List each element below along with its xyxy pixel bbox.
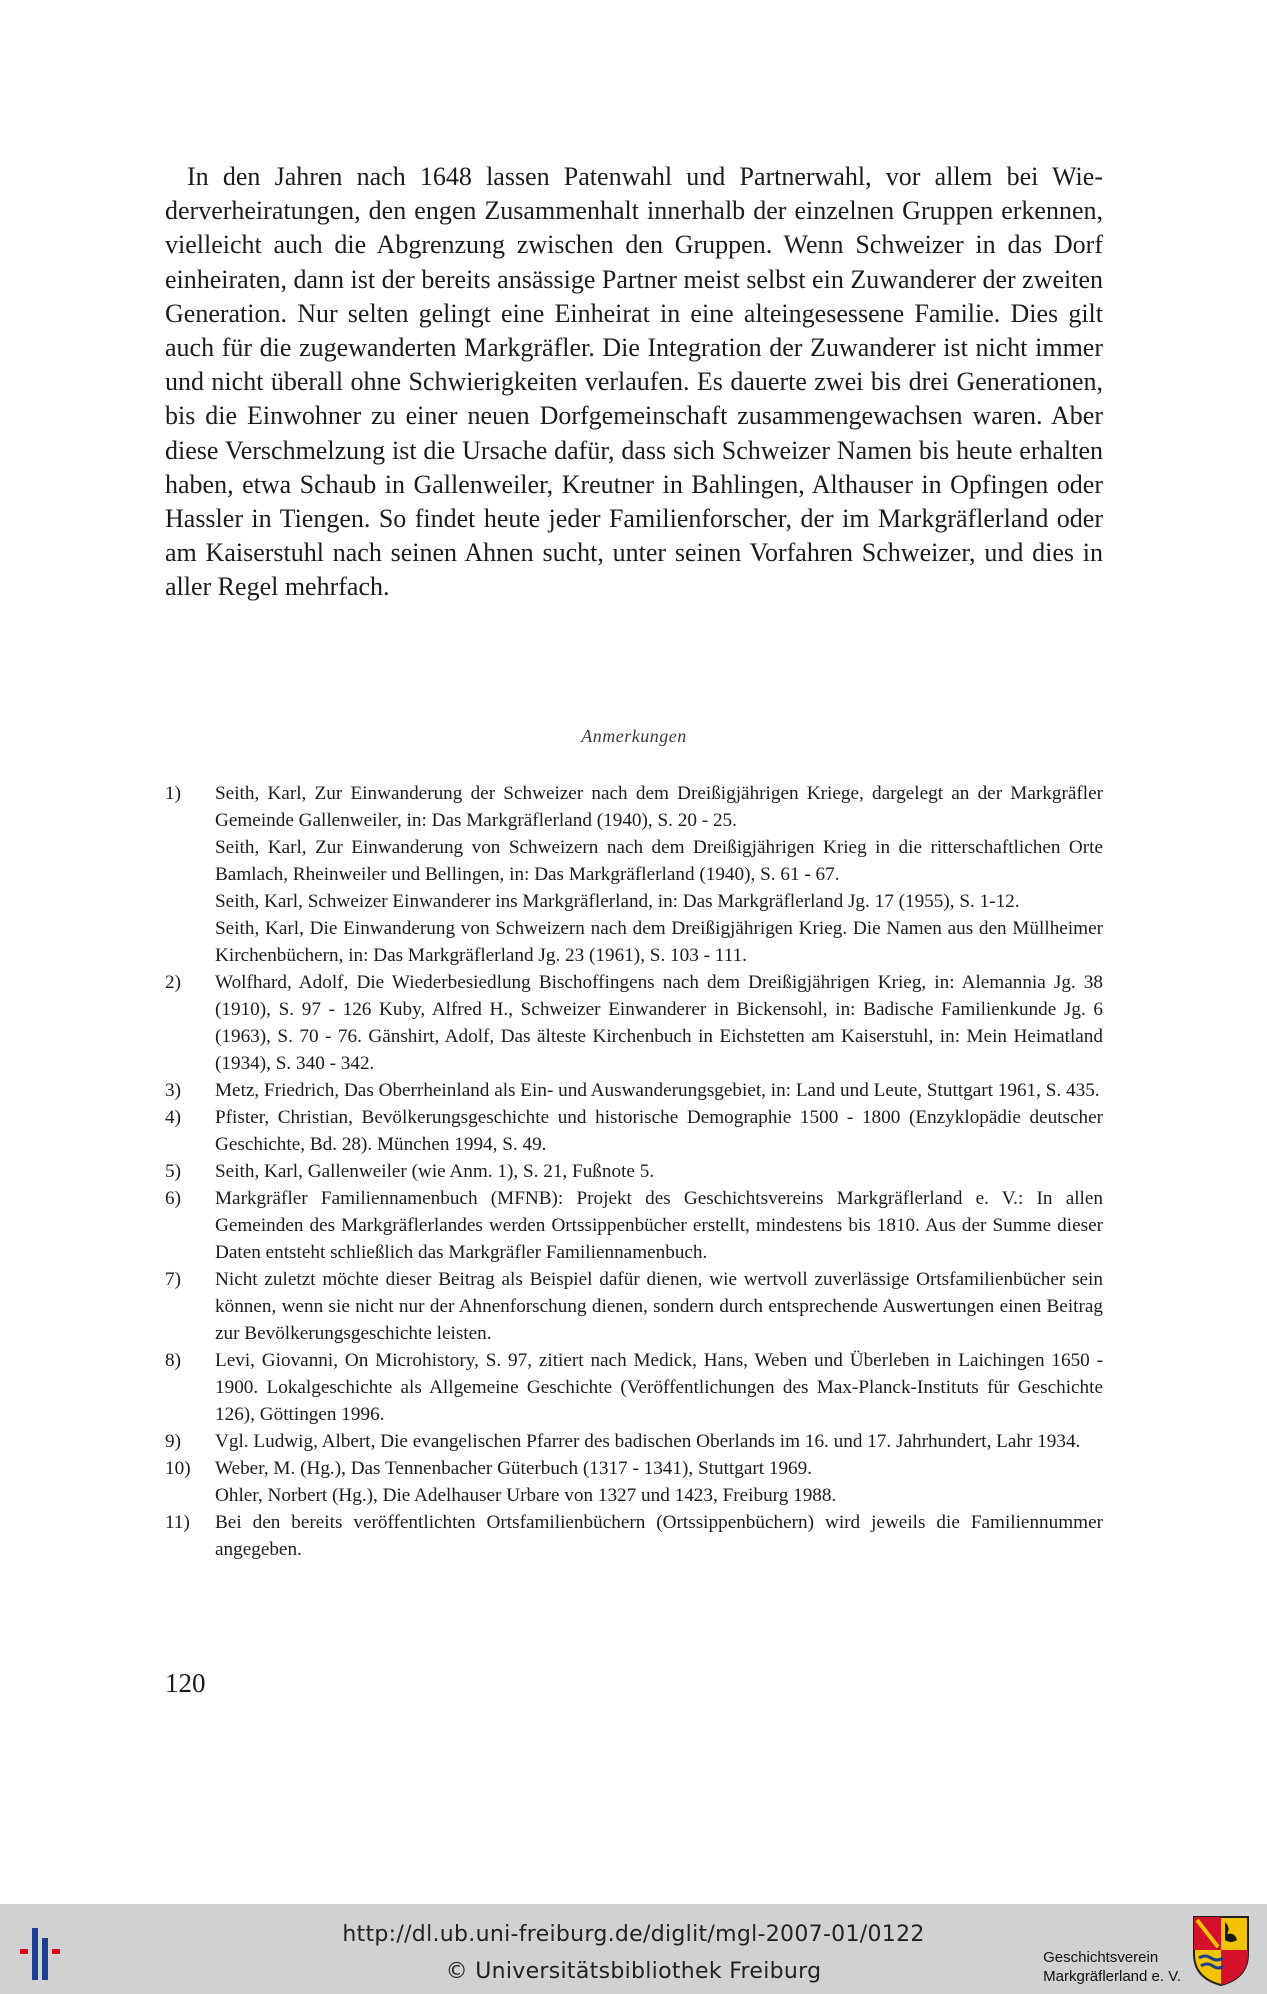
note-number: 6) <box>165 1188 181 1209</box>
note-text: Seith, Karl, Zur Einwanderung von Schweizern nach dem Dreißigjährigen Krieg in die ritterschaftlichen Orte Bamlach, Rheinweiler und Bellingen, in: Das Markgräflerland (1940), S. 61 - 67. <box>215 837 1103 885</box>
note-item <box>165 1347 1103 1428</box>
note-text: Pfister, Christian, Bevölkerungsgeschichte und historische Demographie 1500 - 1800 (Enzyklopädie deutscher Geschichte, Bd. 28). München 1994, S. 49. <box>215 1107 1103 1155</box>
society-name-line2: Markgräflerland e. V. <box>1043 1968 1181 1985</box>
note-text: Vgl. Ludwig, Albert, Die evangelischen Pfarrer des badischen Oberlands im 16. und 17. Jahrhundert, Lahr 1934. <box>215 1431 1081 1452</box>
note-item <box>165 1158 1103 1185</box>
markgraeflerland-crest-icon[interactable] <box>1191 1914 1251 1988</box>
note-number: 8) <box>165 1350 181 1371</box>
note-text: Nicht zuletzt möchte dieser Beitrag als Beispiel dafür dienen, wie wertvoll zuverlässige Ortsfamilienbücher sein können, wenn sie nicht nur der Ahnenforschung dienen, sondern durch entsprechende Auswertungen einen Beitrag zur Bevölkerungsgeschichte leisten. <box>215 1269 1103 1344</box>
note-text: Wolfhard, Adolf, Die Wiederbesiedlung Bischoffingens nach dem Dreißigjährigen Krieg, in: Alemannia Jg. 38 (1910), S. 97 - 126 Kuby, Alfred H., Schweizer Einwanderer in Bickensohl, in: Badische Familienkunde Jg. 6 (1963), S. 70 - 76. Gänshirt, Adolf, Das älteste Kirchenbuch in Eichstetten am Kaiserstuhl, in: Mein Heimatland (1934), S. 340 - 342. <box>215 972 1103 1074</box>
notes-heading: Anmerkungen <box>581 726 687 746</box>
note-text: Markgräfler Familiennamenbuch (MFNB): Projekt des Geschichtsvereins Markgräflerland e. V.: In allen Gemeinden des Markgräflerlandes werden Ortssippenbücher erstellt, mindestens bis 1810. Aus der Summe dieser Daten entsteht schließlich das Markgräfler Familiennamenbuch. <box>215 1188 1103 1263</box>
note-number: 4) <box>165 1107 181 1128</box>
note-item <box>165 1455 1103 1509</box>
note-number: 5) <box>165 1161 181 1182</box>
note-text: Levi, Giovanni, On Microhistory, S. 97, zitiert nach Medick, Hans, Weben und Überleben in Laichingen 1650 - 1900. Lokalgeschichte als Allgemeine Geschichte (Veröffentlichungen des Max-Planck-Instituts für Geschichte 126), Göttingen 1996. <box>215 1350 1103 1425</box>
note-text: Bei den bereits veröffentlichten Ortsfamilienbüchern (Ortssippenbüchern) wird jeweils die Familiennummer angegeben. <box>215 1512 1103 1560</box>
note-text: Seith, Karl, Die Einwanderung von Schweizern nach dem Dreißigjährigen Krieg. Die Namen aus den Müllheimer Kirchenbüchern, in: Das Markgräflerland Jg. 23 (1961), S. 103 - 111. <box>215 918 1103 966</box>
body-paragraph: In den Jahren nach 1648 lassen Patenwahl und Partnerwahl, vor allem bei Wiederverheiratungen, den engen Zusammenhalt innerhalb der einzelnen Gruppen erkennen, vielleicht auch die Abgrenzung zwischen den Gruppen. Wenn Schweizer in das Dorf einheiraten, dann ist der bereits ansässige Partner meist selbst ein Zuwanderer der zweiten Generation. Nur selten gelingt eine Einheirat in eine alteingesessene Familie. Dies gilt auch für die zugewanderten Markgräfler. Die Integration der Zuwanderer ist nicht immer und nicht überall ohne Schwierigkeiten verlaufen. Es dauerte zwei bis drei Generationen, bis die Einwohner zu einer neuen Dorfgemeinschaft zusammengewachsen waren. Aber diese Verschmelzung ist die Ursache dafür, dass sich Schweizer Namen bis heute erhalten haben, etwa Schaub in Gallenweiler, Kreutner in Bahlingen, Althauser in Opfingen oder Hassler in Tiengen. So findet heute jeder Familienforscher, der im Markgräflerland oder am Kaiserstuhl nach seinen Ahnen sucht, unter seinen Vorfahren Schweizer, und dies in aller Regel mehrfach. <box>165 162 1103 602</box>
society-name <box>1043 1948 1181 1986</box>
note-number: 9) <box>165 1431 181 1452</box>
note-text: Seith, Karl, Gallenweiler (wie Anm. 1), S. 21, Fußnote 5. <box>215 1161 655 1182</box>
note-item <box>165 969 1103 1077</box>
note-number: 1) <box>165 783 181 804</box>
footer-bar <box>0 1904 1267 1994</box>
footer-copyright: © Universitätsbibliothek Freiburg <box>445 1959 822 1984</box>
note-item <box>165 1509 1103 1563</box>
note-item <box>165 1104 1103 1158</box>
note-item <box>165 1077 1103 1104</box>
footer-url-link[interactable]: http://dl.ub.uni-freiburg.de/diglit/mgl-2007-01/0122 <box>342 1922 925 1947</box>
note-item <box>165 1185 1103 1266</box>
note-number: 7) <box>165 1269 181 1290</box>
note-text: Ohler, Norbert (Hg.), Die Adelhauser Urbare von 1327 und 1423, Freiburg 1988. <box>215 1485 837 1506</box>
note-number: 10) <box>165 1458 191 1479</box>
notes-list <box>165 780 1103 1563</box>
note-text: Seith, Karl, Zur Einwanderung der Schweizer nach dem Dreißigjährigen Kriege, dargelegt an der Markgräfler Gemeinde Gallenweiler, in: Das Markgräflerland (1940), S. 20 - 25. <box>215 783 1103 831</box>
body-text <box>165 160 1103 605</box>
note-number: 2) <box>165 972 181 993</box>
note-item <box>165 1266 1103 1347</box>
note-item <box>165 780 1103 969</box>
note-text: Metz, Friedrich, Das Oberrheinland als Ein- und Auswanderungsgebiet, in: Land und Leute, Stuttgart 1961, S. 435. <box>215 1080 1100 1101</box>
note-text: Weber, M. (Hg.), Das Tennenbacher Güterbuch (1317 - 1341), Stuttgart 1969. <box>215 1458 813 1479</box>
note-item <box>165 1428 1103 1455</box>
note-number: 11) <box>165 1512 190 1533</box>
note-text: Seith, Karl, Schweizer Einwanderer ins Markgräflerland, in: Das Markgräflerland Jg. 17 (1955), S. 1-12. <box>215 891 1020 912</box>
society-name-line1: Geschichtsverein <box>1043 1949 1159 1966</box>
note-number: 3) <box>165 1080 181 1101</box>
page-number: 120 <box>165 1668 206 1698</box>
